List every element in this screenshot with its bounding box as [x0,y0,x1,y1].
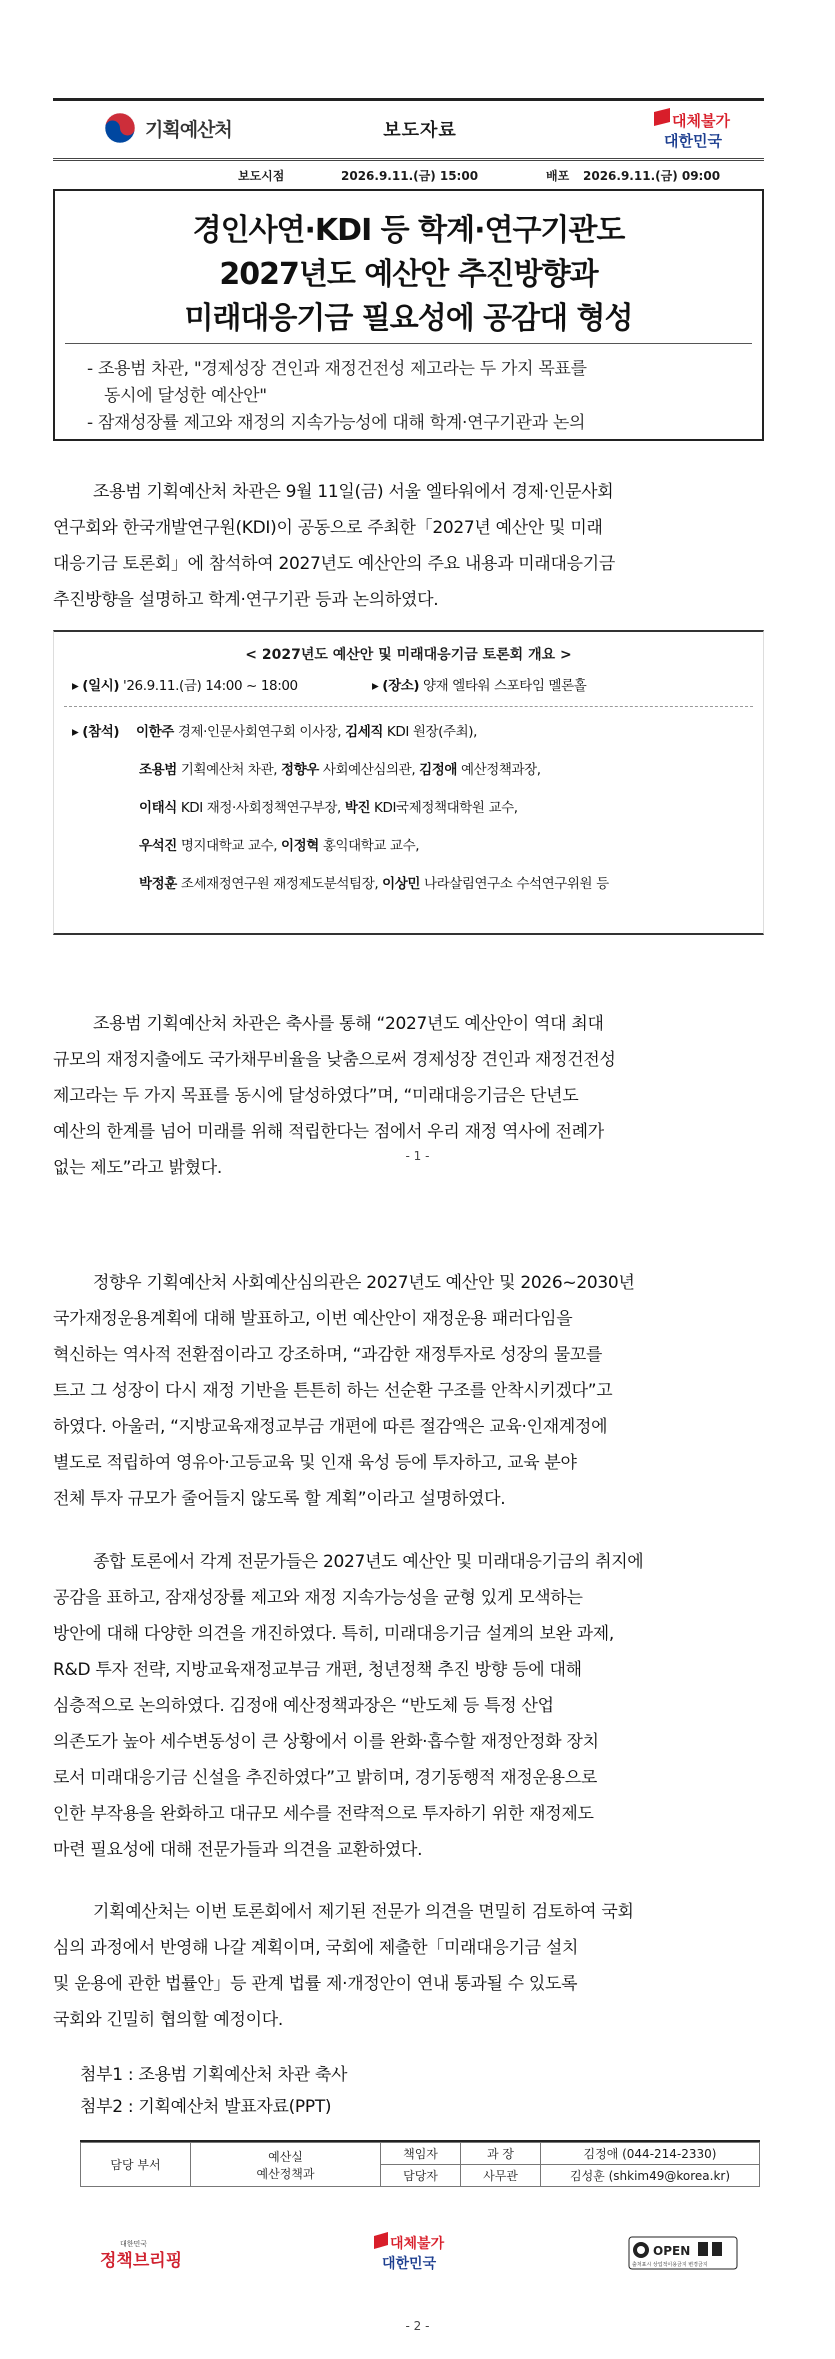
attendee-role: KDI 재정·사회정책연구부장, [176,800,345,816]
open-label: OPEN [653,2244,691,2258]
attendee-role: 홍익대학교 교수, [318,838,420,854]
paragraph-line: 정향우 기획예산처 사회예산심의관은 2027년도 예산안 및 2026~2030년 [93,1273,635,1293]
resp-info: 김정애 (044-214-2330) [541,2143,760,2165]
attendee-role: 조세재정연구원 재정제도분석팀장, [176,876,383,892]
attendee-name: 김세직 [345,724,384,740]
headline-line-2: 2027년도 예산안 추진방향과 [219,257,598,292]
overview-place-value: 양재 엘타워 스포타임 멜론홀 [423,678,587,694]
page-number-1: - 1 - [405,1149,430,1163]
paragraph-line: 하였다. 아울러, “지방교육재정교부금 개편에 따른 절감액은 교육·인재계정에 [53,1417,608,1437]
release-label: 보도시점 [238,169,285,183]
attendee-role: 나라살림연구소 수석연구위원 등 [420,876,609,892]
attendee-role: 사회예산심의관, [318,762,420,778]
agency-logo [103,111,232,145]
agency-name: 기획예산처 [145,118,232,141]
staff-info: 김성훈 (shkim49@korea.kr) [541,2165,760,2187]
page-number-2: - 2 - [405,2319,430,2333]
resp-title: 과 장 [461,2143,541,2165]
overview-date-label: (일시) [82,678,120,694]
attendee-name: 박정훈 [139,876,177,892]
overview-date-row [72,674,298,694]
attendee-row [136,720,477,740]
paragraph-line: 심의 과정에서 반영해 나갈 계획이며, 국회에 제출한「미래대응기금 설치 [53,1938,579,1958]
paragraph-line: 기획예산처는 이번 토론회에서 제기된 전문가 의견을 면밀히 검토하여 국회 [93,1902,634,1922]
attendee-role: KDI 원장(주최), [383,724,478,740]
attendee-name: 김정애 [419,762,458,778]
paragraph-line: 의존도가 높아 세수변동성이 큰 상황에서 이를 완화·흡수할 재정안정화 장치 [53,1732,599,1752]
paragraph-line: 및 운용에 관한 법률안」등 관계 법률 제·개정안이 연내 통과될 수 있도록 [53,1974,578,1994]
paragraph-line: 조용범 기획예산처 차관은 축사를 통해 “2027년도 예산안이 역대 최대 [93,1014,604,1034]
taegeuk-icon [103,111,137,145]
slogan-footer-line2: 대한민국 [382,2256,437,2272]
paragraph-1 [53,474,764,618]
paragraph-line: 종합 토론에서 각계 전문가들은 2027년도 예산안 및 미래대응기금의 취지에 [93,1552,644,1572]
paragraph-line: R&D 투자 전략, 지방교육재정교부금 개편, 청년정책 추진 방향 등에 대해 [53,1660,582,1680]
bullet-icon: ▸ [372,678,379,694]
contact-table [80,2142,760,2187]
staff-title: 사무관 [461,2165,541,2187]
headline-line-1: 경인사연·KDI 등 학계·연구기관도 [192,213,625,248]
paragraph-5 [53,1894,764,2038]
attachment-1: 첨부1 : 조용범 기획예산처 차관 축사 [80,2065,348,2085]
dept-line-2: 예산정책과 [256,2166,315,2181]
subhead-bullet-1: - 조용범 차관, "경제성장 견인과 재정건전성 제고라는 두 가지 목표를 [87,359,587,379]
slogan-line1: 대체불가 [672,112,730,130]
distribute-label: 배포 [546,169,570,183]
slogan-logo-footer [370,2228,460,2278]
attendee-name: 이한주 [136,724,174,740]
paragraph-line: 국가재정운용계획에 대해 발표하고, 이번 예산안이 재정운용 패러다임을 [53,1309,573,1329]
attendee-role: 경제·인문사회연구회 이사장, [173,724,346,740]
attendee-name: 이상민 [382,876,421,892]
release-info [53,164,764,186]
dept-name [191,2143,381,2187]
attendee-row [139,834,419,854]
attendee-row [139,872,609,892]
overview-place-row [372,674,586,694]
paragraph-line: 로서 미래대응기금 신설을 추진하였다”고 밝히며, 경기동행적 재정운용으로 [53,1768,598,1788]
subhead-bullet-1-cont: 동시에 달성한 예산안" [104,386,267,406]
attendee-name: 조용범 [139,762,177,778]
paragraph-line: 예산의 한계를 넘어 미래를 위해 적립한다는 점에서 우리 재정 역사에 전례가 [53,1122,604,1142]
paragraph-line: 추진방향을 설명하고 학계·연구기관 등과 논의하였다. [53,590,439,610]
open-license-logo [628,2236,738,2270]
paragraph-line: 공감을 표하고, 잠재성장률 제고와 재정 지속가능성을 균형 있게 모색하는 [53,1588,583,1608]
resp-label: 책임자 [381,2143,461,2165]
headline-box [53,189,764,441]
attendee-role: KDI국제정책대학원 교수, [370,800,518,816]
doc-type-label: 보도자료 [383,120,457,141]
attendee-name: 이태식 [139,800,177,816]
attendee-name: 이정혁 [281,838,319,854]
briefing-name: 정책브리핑 [100,2251,183,2271]
overview-attend-label-row [72,720,119,740]
paragraph-line: 제고라는 두 가지 목표를 동시에 달성하였다”며, “미래대응기금은 단년도 [53,1086,579,1106]
attendee-role: 명지대학교 교수, [176,838,281,854]
headline-line-3: 미래대응기금 필요성에 공감대 형성 [184,301,633,336]
attendee-role: 예산정책과장, [457,762,541,778]
attendee-name: 우석진 [139,838,177,854]
bullet-icon: ▸ [72,678,79,694]
paragraph-3 [53,1265,764,1517]
briefing-small: 대한민국 [120,2240,148,2248]
paragraph-line: 조용범 기획예산처 차관은 9월 11일(금) 서울 엘타워에서 경제·인문사회 [93,482,614,502]
header-rule [53,158,764,159]
paragraph-line: 마련 필요성에 대해 전문가들과 의견을 교환하였다. [53,1840,423,1860]
paragraph-line: 인한 부작용을 완화하고 대규모 세수를 전략적으로 투자하기 위한 재정제도 [53,1804,594,1824]
overview-place-label: (장소) [382,678,420,694]
paragraph-line: 전체 투자 규모가 줄어들지 않도록 할 계획”이라고 설명하였다. [53,1489,506,1509]
overview-divider [64,706,753,707]
overview-attend-label: (참석) [82,724,120,740]
paragraph-line: 트고 그 성장이 다시 재정 기반을 튼튼히 하는 선순환 구조를 안착시키겠다”고 [53,1381,613,1401]
paragraph-line: 연구회와 한국개발연구원(KDI)이 공동으로 주최한「2027년 예산안 및 미래 [53,518,603,538]
attendee-row [139,796,518,816]
attendee-role: 기획예산처 차관, [176,762,281,778]
paragraph-line: 없는 제도”라고 밝혔다. [53,1158,222,1178]
attendee-name: 정향우 [281,762,319,778]
dept-label: 담당 부서 [81,2143,191,2187]
attendee-name: 박진 [344,800,371,816]
event-overview-box [53,630,764,935]
release-time: 2026.9.11.(금) 15:00 [341,169,479,183]
distribute-time: 2026.9.11.(금) 09:00 [583,169,721,183]
header-rule-2 [53,160,764,161]
paragraph-line: 대응기금 토론회」에 참석하여 2027년도 예산안의 주요 내용과 미래대응기금 [53,554,616,574]
staff-label: 담당자 [381,2165,461,2187]
headline-divider [65,343,752,344]
paragraph-line: 심층적으로 논의하였다. 김정애 예산정책과장은 “반도체 등 특정 산업 [53,1696,554,1716]
attachment-2: 첨부2 : 기획예산처 발표자료(PPT) [80,2097,332,2117]
overview-date-value: '26.9.11.(금) 14:00 ~ 18:00 [123,678,298,694]
slogan-footer-line1: 대체불가 [390,2236,445,2252]
policy-briefing-logo [98,2236,198,2276]
paragraph-line: 혁신하는 역사적 전환점이라고 강조하며, “과감한 재정투자로 성장의 물꼬를 [53,1345,603,1365]
slogan-logo [650,104,746,154]
open-caption: 출처표시 상업적이용금지 변경금지 [632,2262,708,2268]
paragraph-line: 별도로 적립하여 영유아·고등교육 및 인재 육성 등에 투자하고, 교육 분야 [53,1453,577,1473]
paragraph-line: 규모의 재정지출에도 국가채무비율을 낮춤으로써 경제성장 견인과 재정건전성 [53,1050,616,1070]
dept-line-1: 예산실 [268,2149,303,2164]
paragraph-line: 방안에 대해 다양한 의견을 개진하였다. 특히, 미래대응기금 설계의 보완 과제, [53,1624,615,1644]
bullet-icon: ▸ [72,724,79,740]
subhead-bullet-2: - 잠재성장률 제고와 재정의 지속가능성에 대해 학계·연구기관과 논의 [87,413,586,433]
overview-title: < 2027년도 예산안 및 미래대응기금 토론회 개요 > [245,647,572,663]
attendee-row [139,758,541,778]
header-top-rule [53,98,764,101]
paragraph-line: 국회와 긴밀히 협의할 예정이다. [53,2010,284,2030]
slogan-line2: 대한민국 [664,132,722,150]
paragraph-4 [53,1544,764,1868]
